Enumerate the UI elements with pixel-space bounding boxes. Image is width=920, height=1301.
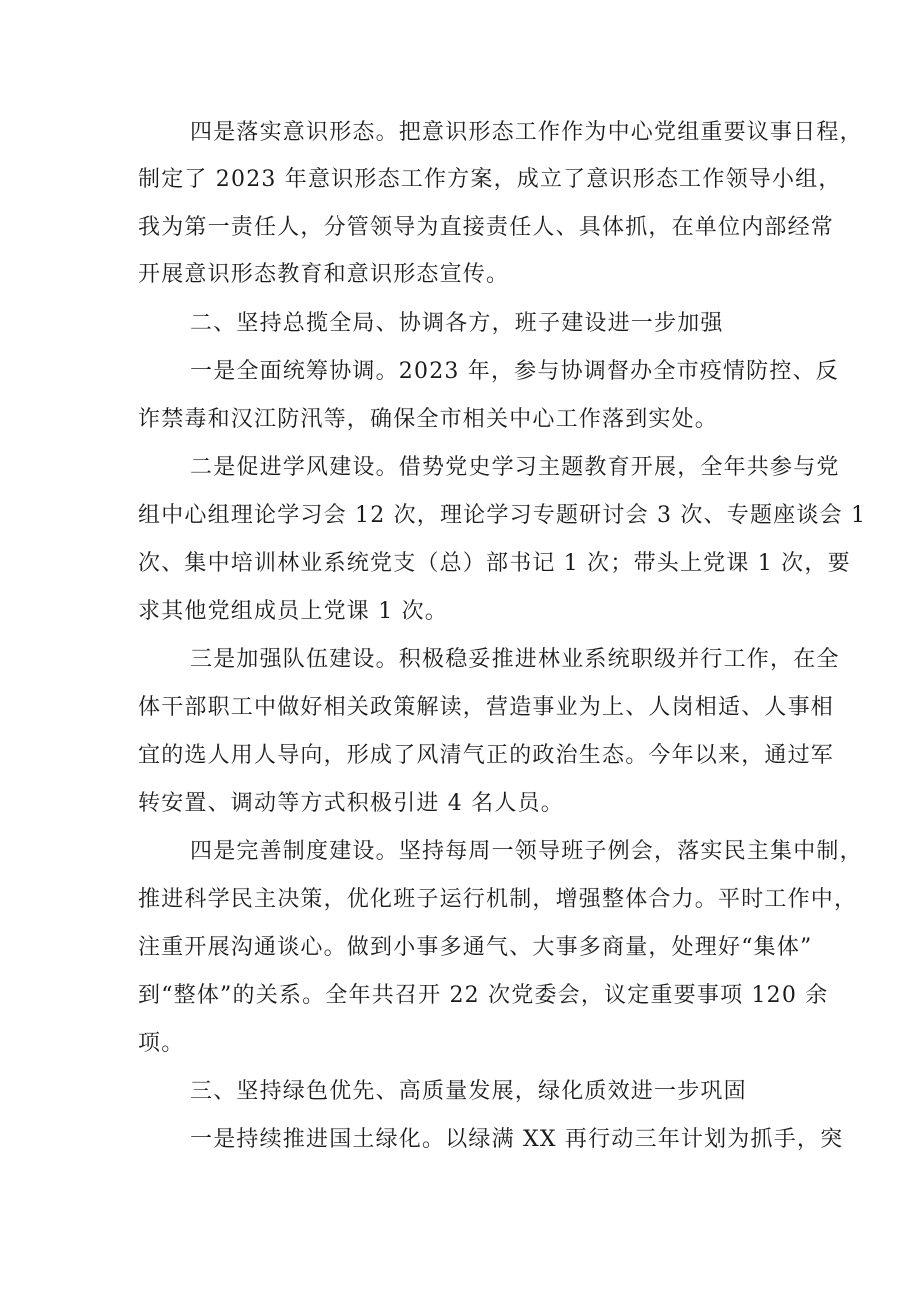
paragraph-line: 开展意识形态教育和意识形态宣传。 [138, 262, 510, 287]
paragraph-line: 到“整体”的关系。全年共召开 22 次党委会，议定重要事项 120 余 [138, 983, 829, 1008]
paragraph-line: 次、集中培训林业系统党支（总）部书记 1 次；带头上党课 1 次，要 [138, 551, 851, 576]
paragraph-line: 宜的选人用人导向，形成了风清气正的政治生态。今年以来，通过军 [138, 743, 835, 768]
section-heading: 二、坚持总揽全局、协调各方，班子建设进一步加强 [190, 311, 724, 336]
paragraph-line: 组中心组理论学习会 12 次，理论学习专题研讨会 3 次、专题座谈会 1 [138, 503, 867, 528]
paragraph-line: 求其他党组成员上党课 1 次。 [138, 599, 448, 624]
paragraph-line: 转安置、调动等方式积极引进 4 名人员。 [138, 791, 564, 816]
paragraph-line: 二是促进学风建设。借势党史学习主题教育开展，全年共参与党 [190, 455, 840, 480]
paragraph-line: 我为第一责任人，分管领导为直接责任人、具体抓，在单位内部经常 [138, 215, 835, 240]
paragraph-line: 四是落实意识形态。把意识形态工作作为中心党组重要议事日程， [190, 120, 863, 145]
paragraph-line: 一是持续推进国土绿化。以绿满 XX 再行动三年计划为抓手，突 [190, 1127, 844, 1152]
paragraph-line: 一是全面统筹协调。2023 年，参与协调督办全市疫情防控、反 [190, 359, 839, 384]
paragraph-line: 诈禁毒和汉江防汛等，确保全市相关中心工作落到实处。 [138, 407, 719, 432]
paragraph-line: 制定了 2023 年意识形态工作方案，成立了意识形态工作领导小组， [138, 167, 842, 192]
section-heading: 三、坚持绿色优先、高质量发展，绿化质效进一步巩固 [190, 1079, 747, 1104]
paragraph-line: 注重开展沟通谈心。做到小事多通气、大事多商量，处理好“集体” [138, 935, 813, 960]
paragraph-line: 四是完善制度建设。坚持每周一领导班子例会，落实民主集中制， [190, 839, 863, 864]
paragraph-line: 体干部职工中做好相关政策解读，营造事业为上、人岗相适、人事相 [138, 695, 835, 720]
paragraph-line: 推进科学民主决策，优化班子运行机制，增强整体合力。平时工作中， [138, 887, 858, 912]
paragraph-line: 三是加强队伍建设。积极稳妥推进林业系统职级并行工作，在全 [190, 647, 840, 672]
paragraph-line: 项。 [138, 1031, 185, 1056]
